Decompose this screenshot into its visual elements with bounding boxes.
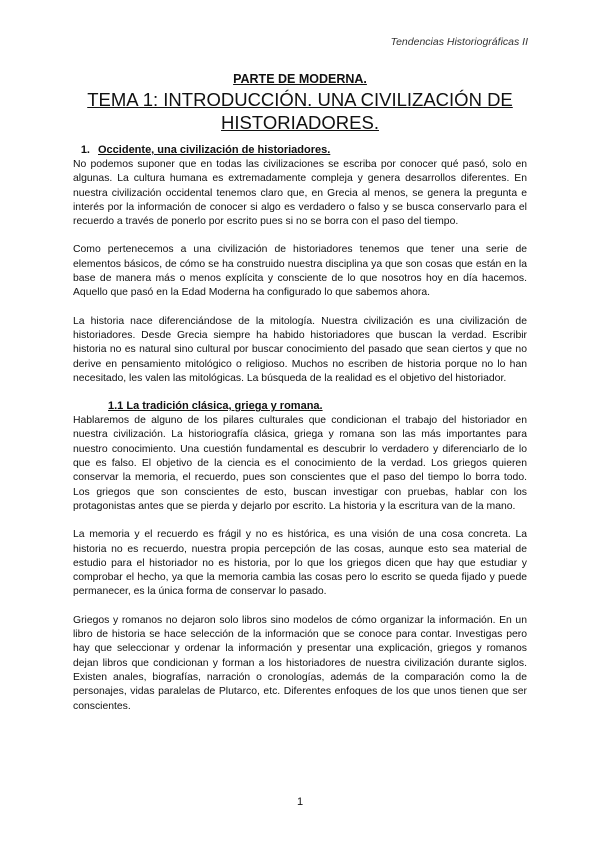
part-title: PARTE DE MODERNA. — [233, 72, 367, 86]
paragraph: Griegos y romanos no dejaron solo libros sino modelos de cómo organizar la información. En un libro de historia se hace selección de la información que se conoce para contar. Investigas pero hay que seleccionar y ordenar la información y presentar una explicación, griegos y romanos dejan libros que condicionan y forman a los historiadores de nuestra civilización durante siglos. Existen anales, biografías, narración o cronologías, además de la comparación como la de personajes, vidas paralelas de Plutarco, etc. Diferentes enfoques de los que unos tienen que ser conscientes. — [73, 614, 527, 712]
page-number: 1 — [296, 796, 304, 808]
paragraph: Hablaremos de alguno de los pilares culturales que condicionan el trabajo del historiador en nuestra civilización. La historiografía clásica, griega y romana son las más importantes para nuestro conocimiento. Una cuestión fundamental es descubrir lo verdadero y diferenciarlo de lo que es falso. El objetivo de la ciencia es el conocimiento de la verdad. Los griegos quieren conservar la memoria, el recuerdo, pues son conscientes que el paso del tiempo lo borra todo. Los griegos que son conscientes de esto, buscan investigar con pruebas, hablar con los protagonistas antes que se pierda y dejarlo por escrito. La historia y la escritura van de la mano. — [73, 415, 527, 512]
running-header: Tendencias Historiográficas II — [390, 36, 528, 48]
paragraph: Como pertenecemos a una civilización de historiadores tenemos que tener una serie de elementos básicos, de cómo se ha construido nuestra disciplina ya que son cosas que están en la base de manera más o menos explícita y consciente de lo que nosotros hoy en día hacemos. Aquello que pasó en la Edad Moderna ha configurado lo que sabemos ahora. — [73, 244, 527, 299]
section-1-number: 1. — [80, 144, 90, 156]
page-content — [73, 72, 527, 728]
paragraph: La memoria y el recuerdo es frágil y no es histórica, es una visión de una cosa concreta. La historia no es recuerdo, nuestra propia percepción de las cosas, aunque esto sea material de estudio para el historiador no es historia, por lo que los griegos dicen que hay que estudiar y comprobar el hecho, ya que la memoria cambia las cosas pero lo escrito se queda fijado y puede permanecer, es la única forma de conservar lo pasado. — [73, 529, 527, 598]
paragraph: No podemos suponer que en todas las civilizaciones se escriba por conocer qué pasó, solo en algunas. La cultura humana es extremadamente compleja y genera desarrollos diferentes. En nuestra civilización occidental tenemos claro que, en Grecia al menos, se genera la pregunta e interés por la información de conocer si algo es verdadero o falso y se busca conservarlo para el recuerdo a través de ponerlo por escrito pues si no se borra con el paso del tiempo. — [73, 159, 527, 228]
section-1-title: Occidente, una civilización de historiadores. — [98, 144, 331, 156]
section-1-heading — [73, 144, 527, 156]
main-title: TEMA 1: INTRODUCCIÓN. UNA CIVILIZACIÓN DE HISTORIADORES. — [87, 89, 513, 133]
paragraph: La historia nace diferenciándose de la mitología. Nuestra civilización es una civilización de historiadores. Desde Grecia siempre ha habido historiadores que buscan la verdad. Escribir historia no es natural sino cultural por buscar conocimiento del pasado que sean ciertos y que no derive en pensamiento mitológico o religioso. Muchos no escriben de historia porque no lo han necesitado, les valen las mitológicas. La búsqueda de la realidad es el objetivo del historiador. — [73, 315, 527, 384]
section-1-1-title: 1.1 La tradición clásica, griega y romana. — [108, 400, 323, 413]
section-1-1-heading — [73, 400, 527, 412]
